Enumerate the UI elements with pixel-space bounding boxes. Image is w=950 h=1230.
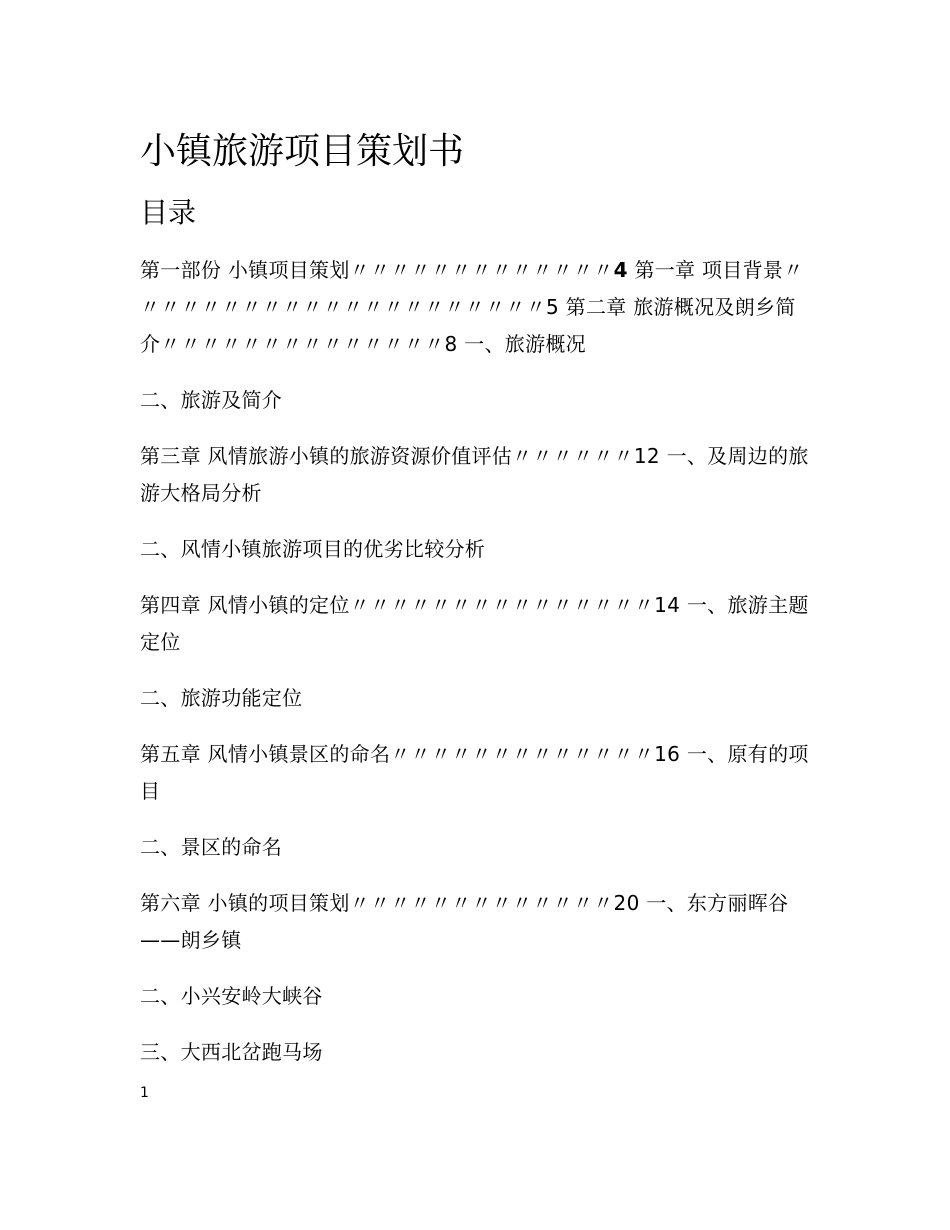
toc-entry-chapter-five: 第五章 风情小镇景区的命名〃〃〃〃〃〃〃〃〃〃〃〃〃16 一、原有的项目 — [140, 742, 809, 803]
toc-entry-page-bold: 4 — [613, 258, 628, 282]
toc-entry-part-one — [140, 252, 810, 363]
toc-entry-text-continued: 第一章 项目背景〃〃〃〃〃〃〃〃〃〃〃〃〃〃〃〃〃〃〃〃〃5 第二章 旅游概况及朗乡简介〃〃〃〃〃〃〃〃〃〃〃〃〃〃8 一、旅游概况 — [140, 258, 804, 356]
page-number: 1 — [140, 1085, 149, 1101]
toc-entry: 二、旅游功能定位 — [140, 686, 303, 710]
toc-heading: 目录 — [140, 196, 197, 229]
toc-entry-chapter-three: 第三章 风情旅游小镇的旅游资源价值评估〃〃〃〃〃〃12 一、及周边的旅游大格局分析 — [140, 444, 809, 505]
toc-entry-chapter-four: 第四章 风情小镇的定位〃〃〃〃〃〃〃〃〃〃〃〃〃〃〃14 一、旅游主题定位 — [140, 593, 809, 654]
toc-entry-chapter-six: 第六章 小镇的项目策划〃〃〃〃〃〃〃〃〃〃〃〃〃20 一、东方丽晖谷——朗乡镇 — [140, 891, 789, 952]
toc-entry: 二、小兴安岭大峡谷 — [140, 984, 323, 1008]
table-of-contents — [140, 252, 810, 1090]
toc-entry: 三、大西北岔跑马场 — [140, 1040, 323, 1064]
document-title: 小镇旅游项目策划书 — [140, 131, 465, 172]
toc-entry: 二、风情小镇旅游项目的优劣比较分析 — [140, 537, 486, 561]
toc-entry: 二、旅游及简介 — [140, 388, 283, 412]
toc-entry-text: 第一部份 小镇项目策划〃〃〃〃〃〃〃〃〃〃〃〃〃 — [140, 258, 614, 282]
toc-entry: 二、景区的命名 — [140, 835, 283, 859]
